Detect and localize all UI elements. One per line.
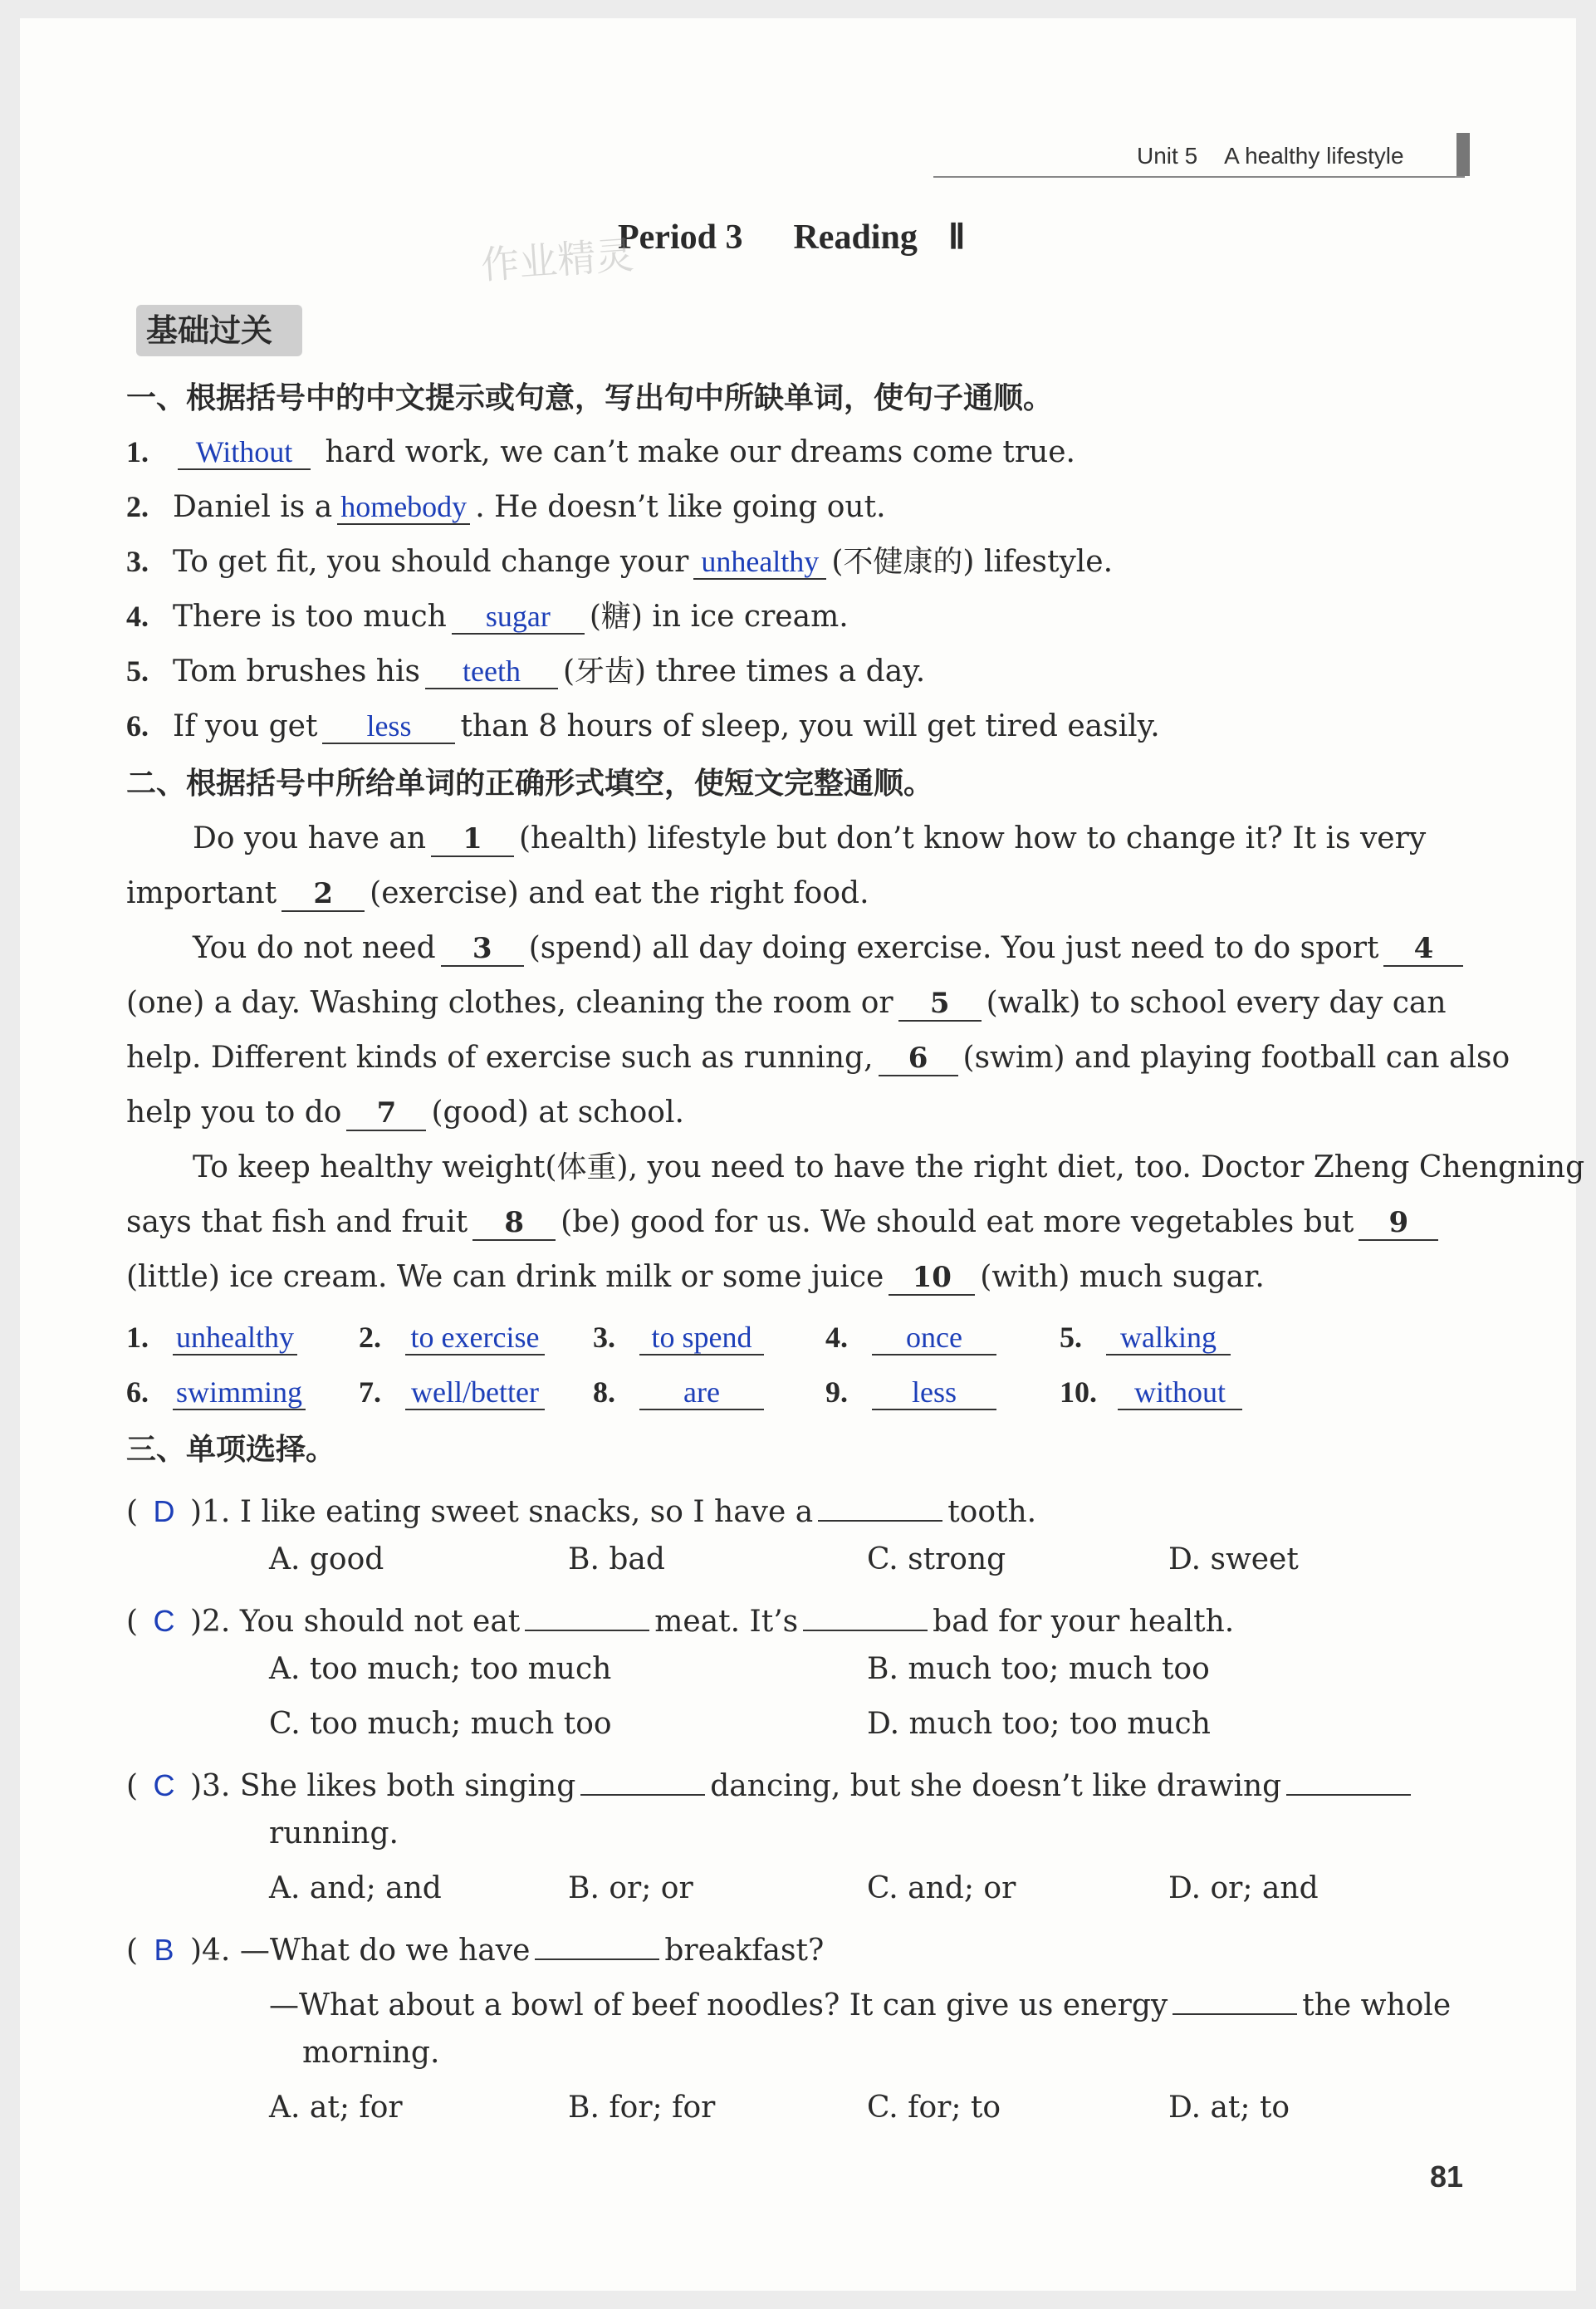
answer-value: walking [1106, 1321, 1231, 1355]
sentence-post: (糖) in ice cream. [589, 600, 849, 634]
answer-value: to spend [639, 1321, 764, 1355]
sentence-post: . He doesn’t like going out. [475, 490, 886, 524]
mc-question-4 [126, 1925, 824, 1969]
s2-answer-4 [825, 1319, 996, 1356]
s2-answer-6 [126, 1374, 306, 1411]
mc-question-1 [126, 1487, 1036, 1531]
open-paren: ( [126, 1605, 139, 1639]
s1-item-1 [126, 434, 1075, 471]
q4-option-c: C. for; to [867, 2091, 1001, 2125]
s2-answer-1 [126, 1319, 297, 1356]
title-period: Period 3 [618, 218, 743, 257]
answer-blank [1173, 1980, 1297, 2015]
sentence-pre: If you get [173, 709, 318, 743]
answer-number: 1. [126, 1321, 149, 1354]
blank-number: 4 [1383, 932, 1463, 967]
header-rule [933, 176, 1465, 178]
answer-value: less [872, 1375, 996, 1410]
passage-text: Do you have an [193, 821, 427, 855]
passage-line-4 [126, 985, 1447, 1022]
open-paren: ( [126, 1769, 139, 1803]
passage-text: You do not need [193, 931, 436, 965]
mc-question-3 [126, 1761, 1416, 1805]
passage-text: (walk) to school every day can [986, 986, 1447, 1020]
sentence-pre: To get fit, you should change your [173, 545, 689, 579]
badge-label: 基础过关 [146, 312, 273, 349]
title-reading: Reading [793, 218, 918, 257]
s2-answer-5 [1060, 1319, 1231, 1356]
q4-option-d: D. at; to [1168, 2091, 1290, 2125]
sentence-post: hard work, we can’t make our dreams come true. [325, 435, 1076, 469]
question-text: breakfast? [664, 1934, 825, 1968]
answer-blank: less [322, 709, 455, 744]
header-topic: A healthy lifestyle [1224, 143, 1404, 169]
q2-option-a: A. too much; too much [269, 1652, 612, 1686]
s2-answer-9 [825, 1374, 996, 1411]
item-number: 5. [126, 654, 149, 688]
blank-number: 1 [431, 822, 514, 857]
passage-line-8 [126, 1204, 1443, 1241]
answer-blank [803, 1596, 928, 1631]
answer-number: 6. [126, 1375, 149, 1409]
blank-number: 5 [898, 987, 982, 1022]
answer-blank: unhealthy [693, 545, 826, 580]
blank-number: 10 [889, 1261, 975, 1296]
choice-answer: C [153, 1768, 175, 1802]
q4-option-a: A. at; for [269, 2091, 403, 2125]
q3-option-c: C. and; or [867, 1871, 1016, 1905]
choice-answer: C [153, 1604, 175, 1638]
question-text: dancing, but she doesn’t like drawing [710, 1769, 1282, 1803]
question-number: )4. [189, 1934, 231, 1968]
blank-number: 2 [282, 877, 365, 912]
answer-blank: Without [178, 435, 311, 470]
question-text: I like eating sweet snacks, so I have a [239, 1495, 814, 1529]
answer-value: are [639, 1375, 764, 1410]
answer-blank: sugar [452, 600, 585, 635]
s1-item-2 [126, 488, 886, 526]
answer-blank [580, 1761, 705, 1796]
question-text: —What about a bowl of beef noodles? It can give us energy [269, 1988, 1168, 2022]
s1-item-5 [126, 653, 925, 690]
q4-response [269, 1980, 1451, 2024]
question-text: —What do we have [239, 1934, 531, 1968]
answer-number: 10. [1060, 1375, 1097, 1409]
passage-line-5 [126, 1040, 1510, 1076]
answer-value: swimming [173, 1375, 306, 1410]
answer-blank [818, 1487, 942, 1522]
question-text: bad for your health. [933, 1605, 1235, 1639]
answer-number: 3. [593, 1321, 615, 1354]
q1-option-a: A. good [269, 1542, 384, 1576]
answer-blank [1286, 1761, 1411, 1796]
passage-text: (swim) and playing football can also [962, 1041, 1510, 1075]
question-text: You should not eat [239, 1605, 521, 1639]
answer-number: 9. [825, 1375, 848, 1409]
choice-answer: D [153, 1494, 175, 1528]
q2-option-d: D. much too; too much [867, 1707, 1211, 1741]
s2-answer-7 [359, 1374, 545, 1411]
answer-value: unhealthy [173, 1321, 297, 1355]
sentence-pre: There is too much [173, 600, 447, 634]
answer-number: 8. [593, 1375, 615, 1409]
choice-answer: B [154, 1933, 174, 1967]
passage-text: help you to do [126, 1096, 342, 1130]
item-number: 3. [126, 545, 149, 578]
q4-continuation: morning. [302, 2036, 440, 2070]
answer-blank [525, 1596, 649, 1631]
s2-answer-10 [1060, 1374, 1242, 1411]
q1-option-c: C. strong [867, 1542, 1006, 1576]
passage-line-2 [126, 875, 869, 912]
question-text: the whole [1302, 1988, 1452, 2022]
open-paren: ( [126, 1495, 139, 1529]
s1-item-4 [126, 598, 849, 635]
page-title [618, 216, 966, 257]
passage-text: (health) lifestyle but don’t know how to change it? It is very [519, 821, 1427, 855]
item-number: 1. [126, 435, 149, 468]
passage-text: (be) good for us. We should eat more vegetables but [561, 1205, 1354, 1239]
blank-number: 3 [441, 932, 524, 967]
passage-line-7 [193, 1150, 1584, 1186]
q3-continuation: running. [269, 1816, 399, 1851]
mc-question-2 [126, 1596, 1234, 1640]
answer-value: to exercise [405, 1321, 545, 1355]
header-unit: Unit 5 [1137, 143, 1198, 169]
q3-option-b: B. or; or [568, 1871, 693, 1905]
s2-answer-8 [593, 1374, 764, 1411]
blank-number: 6 [879, 1042, 958, 1076]
item-number: 2. [126, 490, 149, 523]
header-tab [1456, 133, 1470, 176]
sentence-post: than 8 hours of sleep, you will get tired easily. [460, 709, 1160, 743]
question-number: )3. [189, 1769, 231, 1803]
answer-value: once [872, 1321, 996, 1355]
item-number: 4. [126, 600, 149, 633]
question-number: )1. [189, 1495, 231, 1529]
section1-heading: 一、根据括号中的中文提示或句意，写出句中所缺单词，使句子通顺。 [126, 381, 1054, 415]
q3-option-a: A. and; and [269, 1871, 442, 1905]
section2-heading: 二、根据括号中所给单词的正确形式填空，使短文完整通顺。 [126, 767, 934, 801]
passage-text: important [126, 876, 277, 910]
s2-answer-2 [359, 1319, 545, 1356]
s1-item-3 [126, 543, 1113, 581]
answer-blank: teeth [425, 654, 558, 689]
question-text: meat. It’s [654, 1605, 799, 1639]
passage-line-6 [126, 1095, 684, 1131]
item-number: 6. [126, 709, 149, 743]
page-number: 81 [1430, 2159, 1464, 2194]
workbook-page [20, 18, 1585, 2291]
question-number: )2. [189, 1605, 231, 1639]
passage-text: To keep healthy weight(体重), you need to have the right diet, too. Doctor Zheng Chengning [193, 1150, 1585, 1184]
s2-answer-3 [593, 1319, 764, 1356]
passage-text: (spend) all day doing exercise. You just need to do sport [528, 931, 1379, 965]
answer-blank [535, 1925, 659, 1960]
sentence-post: (不健康的) lifestyle. [831, 545, 1114, 579]
q4-option-b: B. for; for [568, 2091, 716, 2125]
answer-number: 2. [359, 1321, 381, 1354]
s1-item-6 [126, 708, 1160, 745]
passage-text: says that fish and fruit [126, 1205, 468, 1239]
q2-option-b: B. much too; much too [867, 1652, 1210, 1686]
q2-option-c: C. too much; much too [269, 1707, 612, 1741]
sentence-pre: Tom brushes his [173, 654, 420, 689]
passage-text: (little) ice cream. We can drink milk or some juice [126, 1260, 884, 1294]
sentence-post: (牙齿) three times a day. [562, 654, 926, 689]
passage-text: (exercise) and eat the right food. [370, 876, 869, 910]
passage-line-9 [126, 1259, 1265, 1296]
passage-text: (good) at school. [431, 1096, 684, 1130]
passage-text: (with) much sugar. [980, 1260, 1265, 1294]
running-header [1137, 143, 1404, 169]
passage-line-1 [193, 821, 1426, 857]
passage-text: (one) a day. Washing clothes, cleaning the room or [126, 986, 893, 1020]
title-roman: Ⅱ [947, 218, 966, 257]
passage-line-3 [193, 930, 1468, 967]
q1-option-b: B. bad [568, 1542, 665, 1576]
question-text: She likes both singing [239, 1769, 576, 1803]
section3-heading: 三、单项选择。 [126, 1433, 336, 1467]
answer-value: without [1118, 1375, 1242, 1410]
sentence-pre: Daniel is a [173, 490, 333, 524]
answer-value: well/better [405, 1375, 545, 1410]
watermark: 作业精灵 [479, 232, 635, 288]
open-paren: ( [126, 1934, 139, 1968]
answer-number: 5. [1060, 1321, 1082, 1354]
blank-number: 8 [472, 1206, 556, 1241]
blank-number: 9 [1359, 1206, 1438, 1241]
answer-number: 4. [825, 1321, 848, 1354]
blank-number: 7 [346, 1096, 426, 1131]
answer-blank: homebody [337, 490, 470, 525]
question-text: tooth. [947, 1495, 1037, 1529]
passage-text: help. Different kinds of exercise such as running, [126, 1041, 874, 1075]
answer-number: 7. [359, 1375, 381, 1409]
q1-option-d: D. sweet [1168, 1542, 1299, 1576]
q3-option-d: D. or; and [1168, 1871, 1319, 1905]
